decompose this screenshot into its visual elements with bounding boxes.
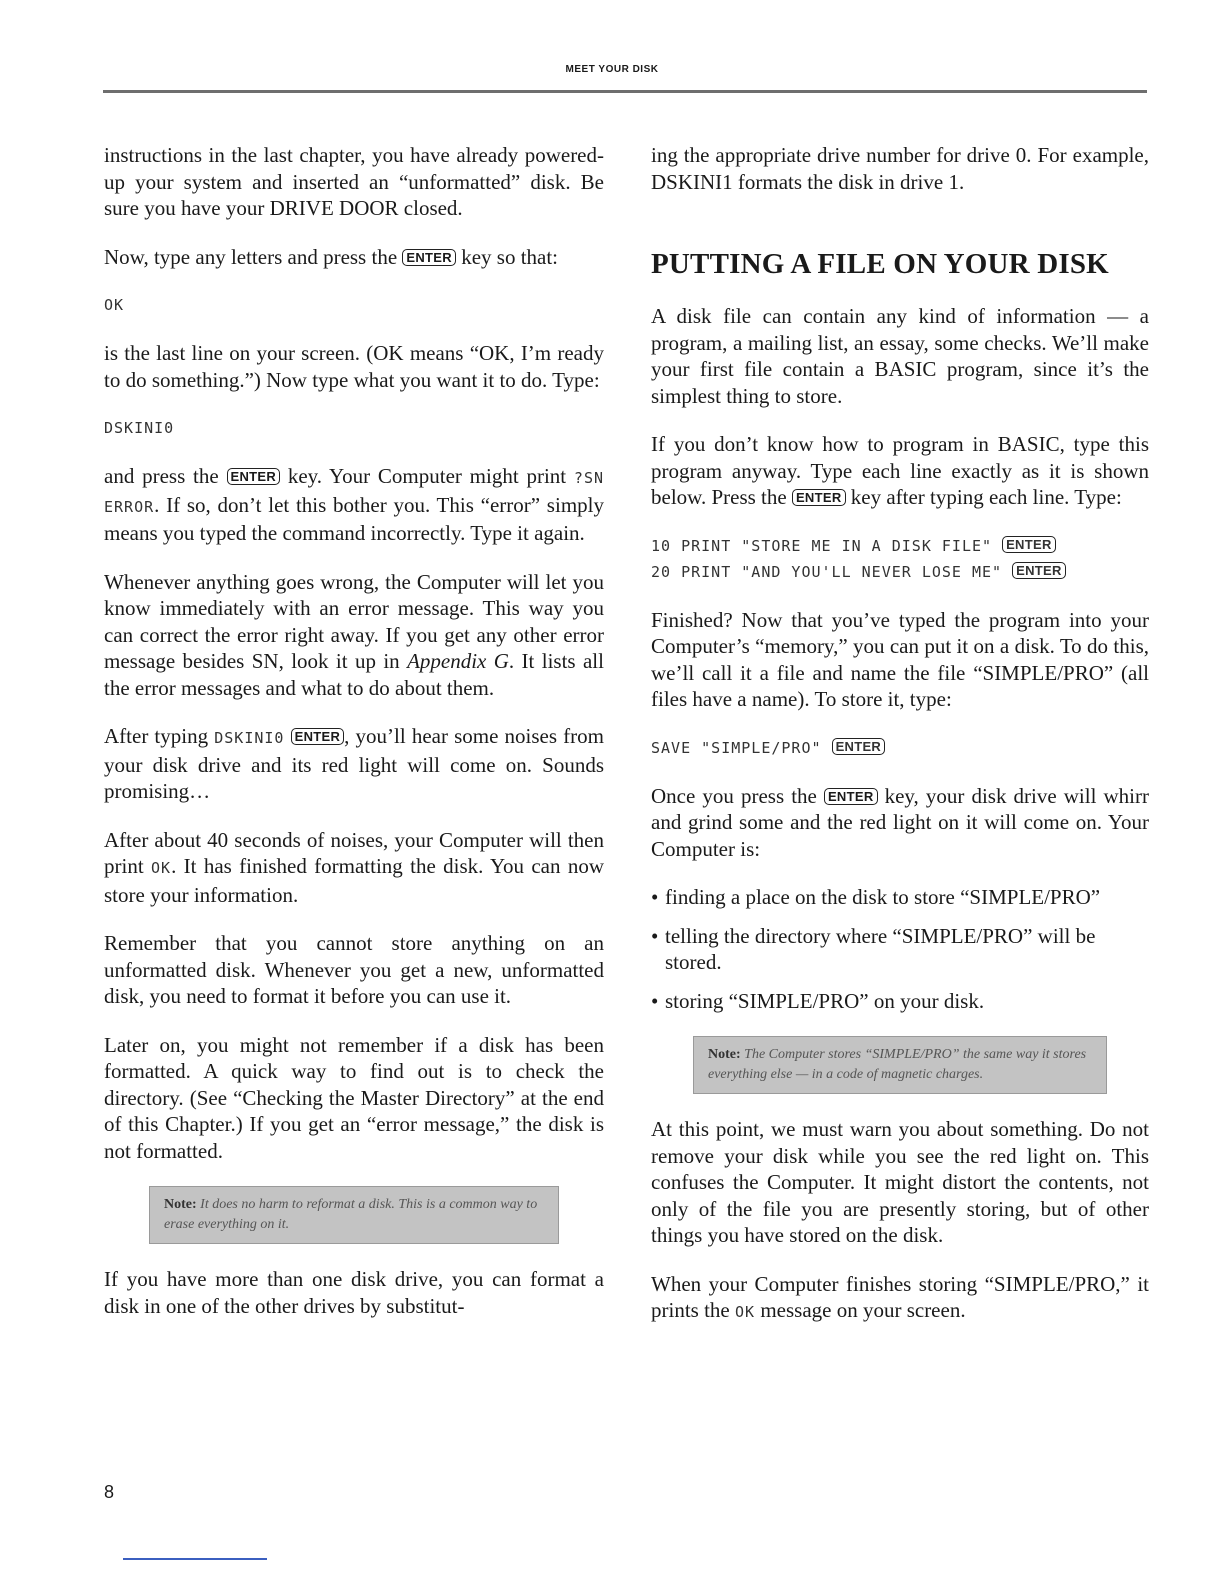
running-header: MEET YOUR DISK — [565, 64, 659, 75]
code-line-10: 10 PRINT "STORE ME IN A DISK FILE" ENTER — [651, 533, 1149, 559]
left-paragraph-3: is the last line on your screen. (OK means “OK, I’m ready to do something.”) Now type what you want it to do. Type: — [104, 341, 604, 392]
right-paragraph-1: ing the appropriate drive number for drive 0. For example, DSKINI1 formats the disk in drive 1. — [651, 143, 1149, 194]
right-paragraph-4: Finished? Now that you’ve typed the program into your Computer’s “memory,” you can put it on a disk. To do this, we’ll call it a file and name the file “SIMPLE/PRO” (all files have a name). To store it, type: — [651, 607, 1149, 711]
note-box-storage: Note: The Computer stores “SIMPLE/PRO” the same way it stores everything else — in a code of magnetic charges. — [693, 1036, 1107, 1094]
enter-key: ENTER — [291, 728, 345, 745]
bottom-accent-line — [123, 1558, 267, 1560]
inline-code: OK — [151, 859, 172, 877]
inline-code: ?SN ERROR — [104, 469, 605, 516]
list-item: • telling the directory where “SIMPLE/PRO” will be stored. — [651, 923, 1149, 976]
left-paragraph-5: Whenever anything goes wrong, the Computer will let you know immediately with an error message. This way you can correct the error right away. If you get any other error message besides SN, look it up in Appendix G. It lists all the error messages and what to do about them. — [104, 569, 604, 700]
right-paragraph-6: At this point, we must warn you about something. Do not remove your disk while you see the red light on. This confuses the Computer. It might distort the contents, not only of the file you are presently storing, but of other things you have stored on the disk. — [651, 1117, 1149, 1247]
section-heading: PUTTING A FILE ON YOUR DISK — [651, 248, 1109, 280]
appendix-reference: Appendix G — [407, 649, 509, 673]
enter-key: ENTER — [792, 489, 846, 506]
enter-key: ENTER — [1002, 536, 1056, 553]
enter-key: ENTER — [824, 788, 878, 805]
enter-key: ENTER — [832, 738, 886, 755]
right-column — [651, 142, 1149, 1348]
left-paragraph-10: If you have more than one disk drive, you can format a disk in one of the other drives by substitut- — [104, 1267, 604, 1318]
enter-key: ENTER — [1012, 562, 1066, 579]
enter-key: ENTER — [402, 249, 456, 266]
code-dskini: DSKINI0 — [104, 419, 175, 437]
right-paragraph-2: A disk file can contain any kind of information — a program, a mailing list, an essay, some checks. We’ll make your first file contain a BASIC program, since it’s the simplest thing to store. — [651, 304, 1149, 408]
right-paragraph-7: When your Computer finishes storing “SIMPLE/PRO,” it prints the OK message on your screen. — [651, 1271, 1149, 1322]
left-paragraph-6: After typing DSKINI0 ENTER , you’ll hear some noises from your disk drive and its red light will come on. Sounds promising… — [104, 724, 604, 803]
left-paragraph-8: Remember that you cannot store anything on an unformatted disk. Whenever you get a new, unformatted disk, you need to format it before you can use it. — [104, 931, 604, 1008]
left-column — [104, 142, 604, 1341]
list-item: • storing “SIMPLE/PRO” on your disk. — [651, 988, 1149, 1015]
note-box-reformat: Note: It does no harm to reformat a disk. This is a common way to erase everything on it. — [149, 1186, 559, 1244]
storage-steps-list — [651, 884, 1149, 1014]
left-paragraph-9: Later on, you might not remember if a disk has been formatted. A quick way to find out is to check the directory. (See “Checking the Master Directory” at the end of this Chapter.) If you get an “error message,” the disk is not formatted. — [104, 1032, 604, 1163]
enter-key: ENTER — [227, 468, 281, 485]
header-rule — [103, 90, 1147, 93]
list-item: • finding a place on the disk to store “SIMPLE/PRO” — [651, 884, 1149, 911]
page-number: 8 — [104, 1482, 115, 1502]
code-ok: OK — [104, 296, 125, 314]
left-paragraph-4: and press the ENTER key. Your Computer might print ?SN ERROR. If so, don’t let this bother you. This “error” simply means you typed the command incorrectly. Type it again. — [104, 464, 605, 545]
left-paragraph-2: Now, type any letters and press the ENTER key so that: — [104, 244, 559, 269]
right-paragraph-3: If you don’t know how to program in BASIC, type this program anyway. Type each line exactly as it is shown below. Press the ENTER key after typing each line. Type: — [651, 432, 1149, 509]
left-paragraph-1: instructions in the last chapter, you have already powered-up your system and inserted an “unformatted” disk. Be sure you have your DRIVE DOOR closed. — [104, 143, 604, 220]
code-save: SAVE "SIMPLE/PRO" ENTER — [651, 735, 1149, 761]
inline-code: OK — [735, 1303, 756, 1321]
code-line-20: 20 PRINT "AND YOU'LL NEVER LOSE ME" ENTER — [651, 559, 1149, 585]
inline-code: DSKINI0 — [214, 729, 285, 747]
right-paragraph-5: Once you press the ENTER key, your disk drive will whirr and grind some and the red light on it will come on. Your Computer is: — [651, 783, 1150, 861]
left-paragraph-7: After about 40 seconds of noises, your Computer will then print OK. It has finished formatting the disk. You can now store your information. — [104, 827, 605, 907]
program-listing — [651, 533, 1149, 585]
